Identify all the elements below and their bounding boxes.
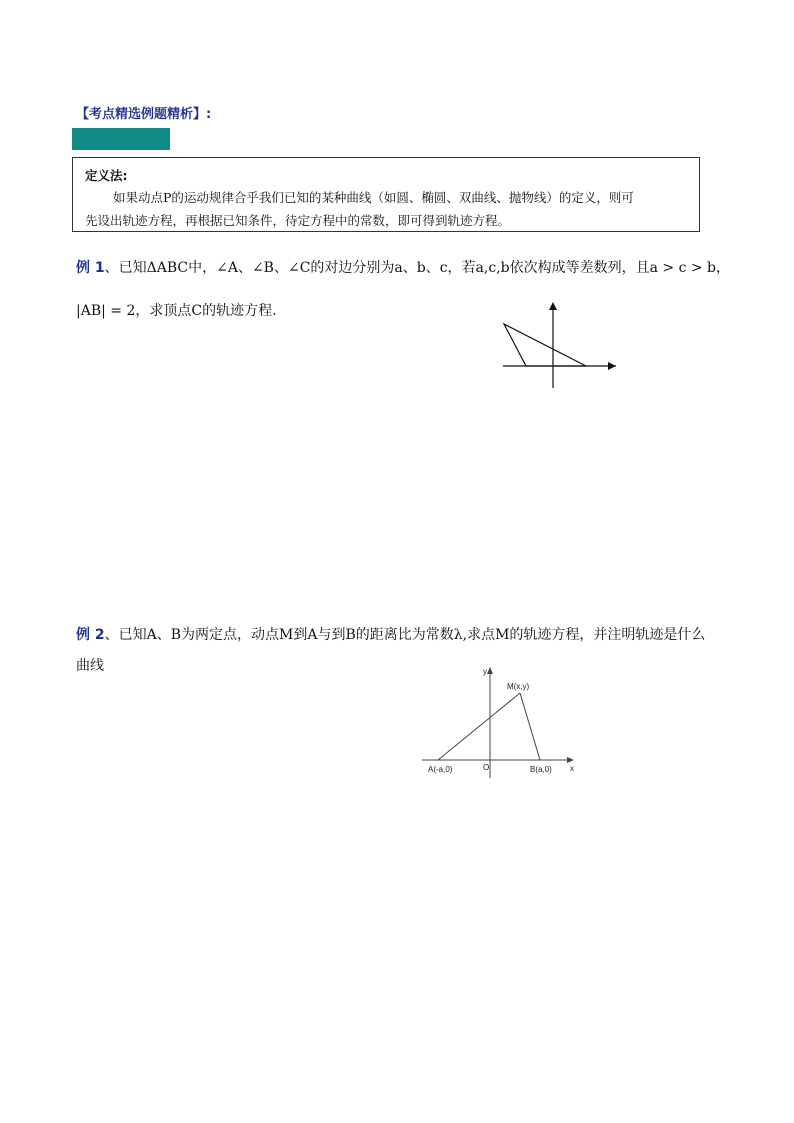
point-m-label: M(x,y) (507, 682, 530, 691)
example2-text-line1: 、已知A、B为两定点，动点M到A与到B的距离比为常数λ,求点M的轨迹方程，并注明轨迹是什么 (104, 627, 706, 643)
example2-label: 例 2 (76, 627, 105, 643)
x-axis-arrow-icon (608, 362, 616, 370)
x-axis-arrow-icon (567, 757, 574, 763)
example1-line1 (76, 257, 730, 277)
example2-figure (412, 660, 592, 785)
definition-text-line2: 先设出轨迹方程，再根据已知条件，待定方程中的常数，即可得到轨迹方程。 (85, 213, 511, 228)
example1-text-line2: |AB| = 2，求顶点C的轨迹方程. (76, 303, 277, 319)
segment-am (438, 693, 520, 760)
example1-text-line1: 、已知ΔABC中，∠A、∠B、∠C的对边分别为a、b、c，若a,c,b依次构成等差数列，且a > c > b， (104, 260, 731, 276)
example1-label: 例 1 (76, 260, 105, 276)
segment-mb (520, 693, 540, 760)
point-b-label: B(a,0) (530, 765, 552, 774)
origin-label: O (483, 763, 490, 772)
y-axis-label: y (483, 667, 487, 676)
definition-text-line1: 如果动点P的运动规律合乎我们已知的某种曲线（如圆、椭圆、双曲线、抛物线）的定义，则可 (113, 190, 634, 205)
x-axis-label: x (570, 764, 574, 773)
definition-title: 定义法: (85, 168, 128, 183)
y-axis-arrow-icon (549, 302, 557, 310)
section-heading: 【考点精选例题精析】: (76, 107, 212, 122)
section-color-bar (72, 128, 170, 150)
triangle-abc (504, 324, 586, 366)
definition-box (72, 157, 700, 232)
y-axis-arrow-icon (487, 667, 493, 674)
example2-line1 (76, 624, 705, 644)
example1-figure (498, 300, 620, 392)
example2-text-line2: 曲线 (76, 658, 104, 674)
point-a-label: A(-a,0) (428, 765, 453, 774)
